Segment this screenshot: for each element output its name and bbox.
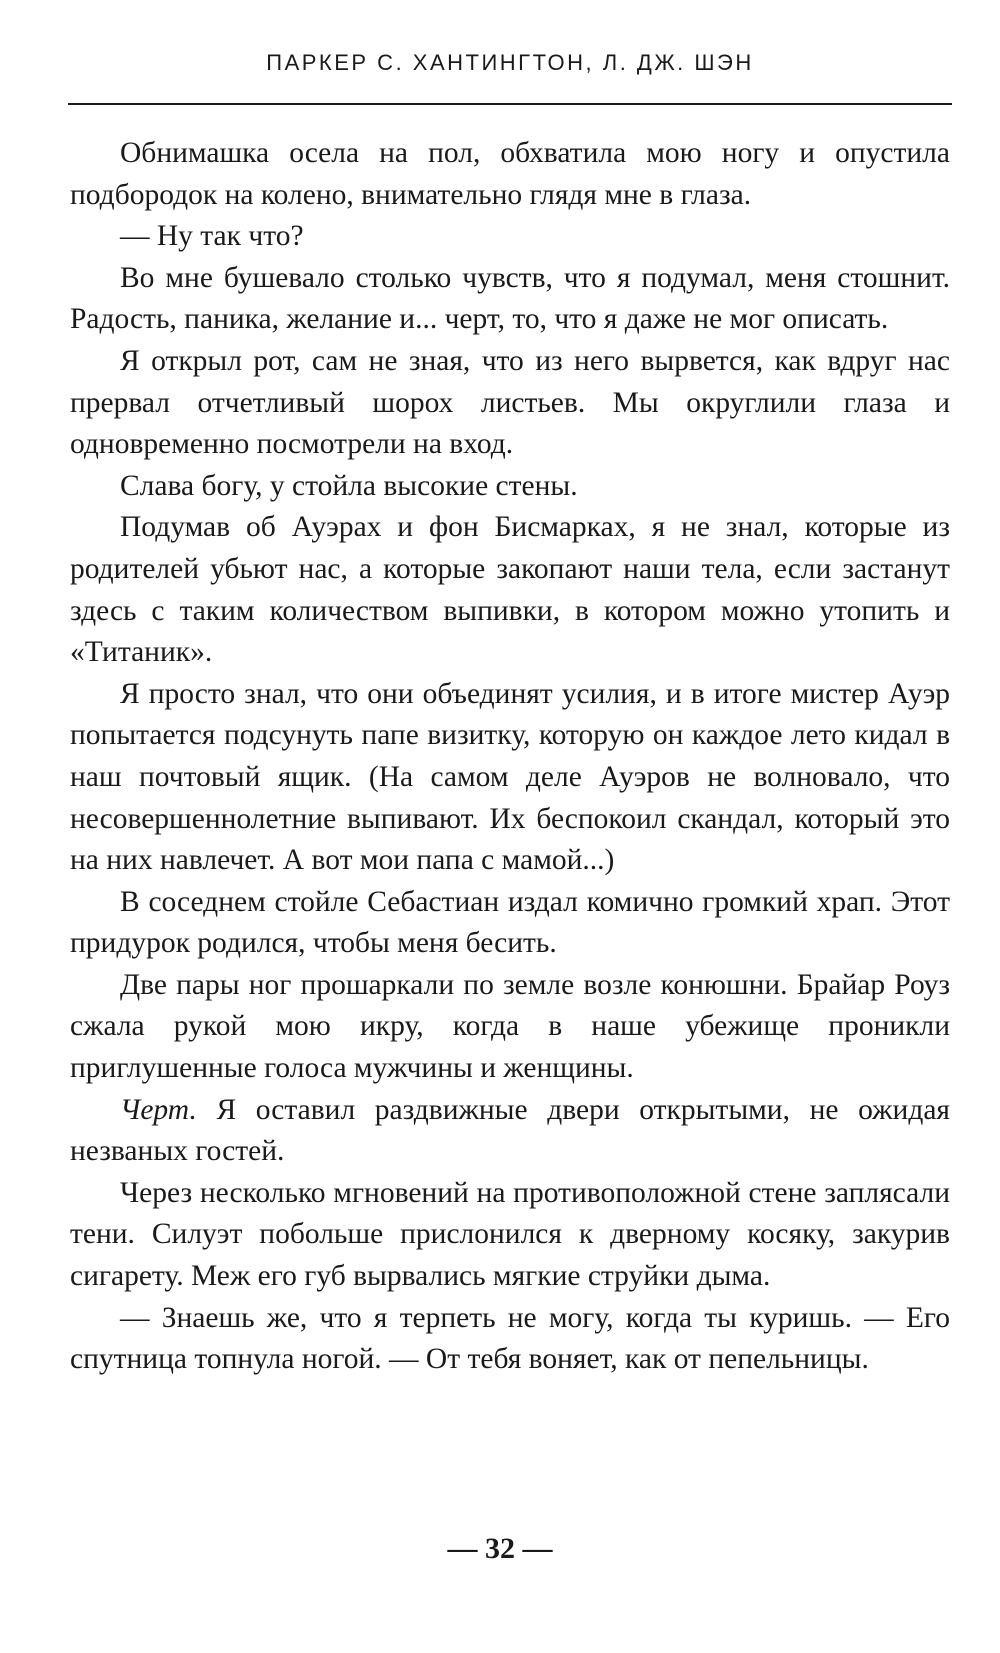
paragraph-10-text: Я оставил раздвижные двери открытыми, не ожидая незваных гостей. (70, 1093, 950, 1168)
paragraph-7: Я просто знал, что они объединят усилия, и в итоге мистер Ауэр попытается подсунуть папе визитку, которую он каждое лето кидал в наш почтовый ящик. (На самом деле Ауэров не волновало, что несовершеннолетние выпивают. Их беспокоил скандал, который это на них навлечет. А вот мои папа с мамой...) (70, 677, 950, 877)
paragraph-4: Я открыл рот, сам не зная, что из него вырвется, как вдруг нас прервал отчетливый шорох листьев. Мы округлили глаза и одновременно посмотрели на вход. (70, 344, 950, 461)
paragraph-3: Во мне бушевало столько чувств, что я подумал, меня стошнит. Радость, паника, желание и... черт, то, что я даже не мог описать. (70, 261, 950, 336)
paragraph-5: Слава богу, у стойла высокие стены. (120, 469, 578, 502)
italic-emphasis: Черт. (120, 1093, 197, 1126)
paragraph-10 (70, 1090, 950, 1173)
header-divider (68, 103, 952, 105)
page-body (70, 133, 950, 1381)
running-header: ПАРКЕР С. ХАНТИНГТОН, Л. ДЖ. ШЭН (266, 50, 754, 75)
paragraph-1: Обнимашка осела на пол, обхватила мою ногу и опустила подбородок на колено, внимательно глядя мне в глаза. (70, 137, 950, 211)
paragraph-11: Через несколько мгновений на противоположной стене заплясали тени. Силуэт побольше прислонился к дверному косяку, закурив сигарету. Меж его губ вырвались мягкие струйки дыма. (70, 1176, 950, 1293)
paragraph-6: Подумав об Ауэрах и фон Бисмарках, я не знал, которые из родителей убьют нас, а которые закопают наши тела, если застанут здесь с таким количеством выпивки, в котором можно утопить и «Титаник». (70, 511, 950, 669)
page-number: — 32 — (447, 1532, 553, 1565)
paragraph-2: — Ну так что? (120, 220, 304, 253)
paragraph-9: Две пары ног прошаркали по земле возле конюшни. Брайар Роуз сжала рукой мою икру, когда в наше убежище проникли приглушенные голоса мужчины и женщины. (70, 968, 950, 1085)
paragraph-8: В соседнем стойле Себастиан издал комично громкий храп. Этот придурок родился, чтобы меня бесить. (70, 885, 950, 960)
paragraph-12: — Знаешь же, что я терпеть не могу, когда ты куришь. — Его спутница топнула ногой. — От тебя воняет, как от пепельницы. (70, 1301, 950, 1376)
